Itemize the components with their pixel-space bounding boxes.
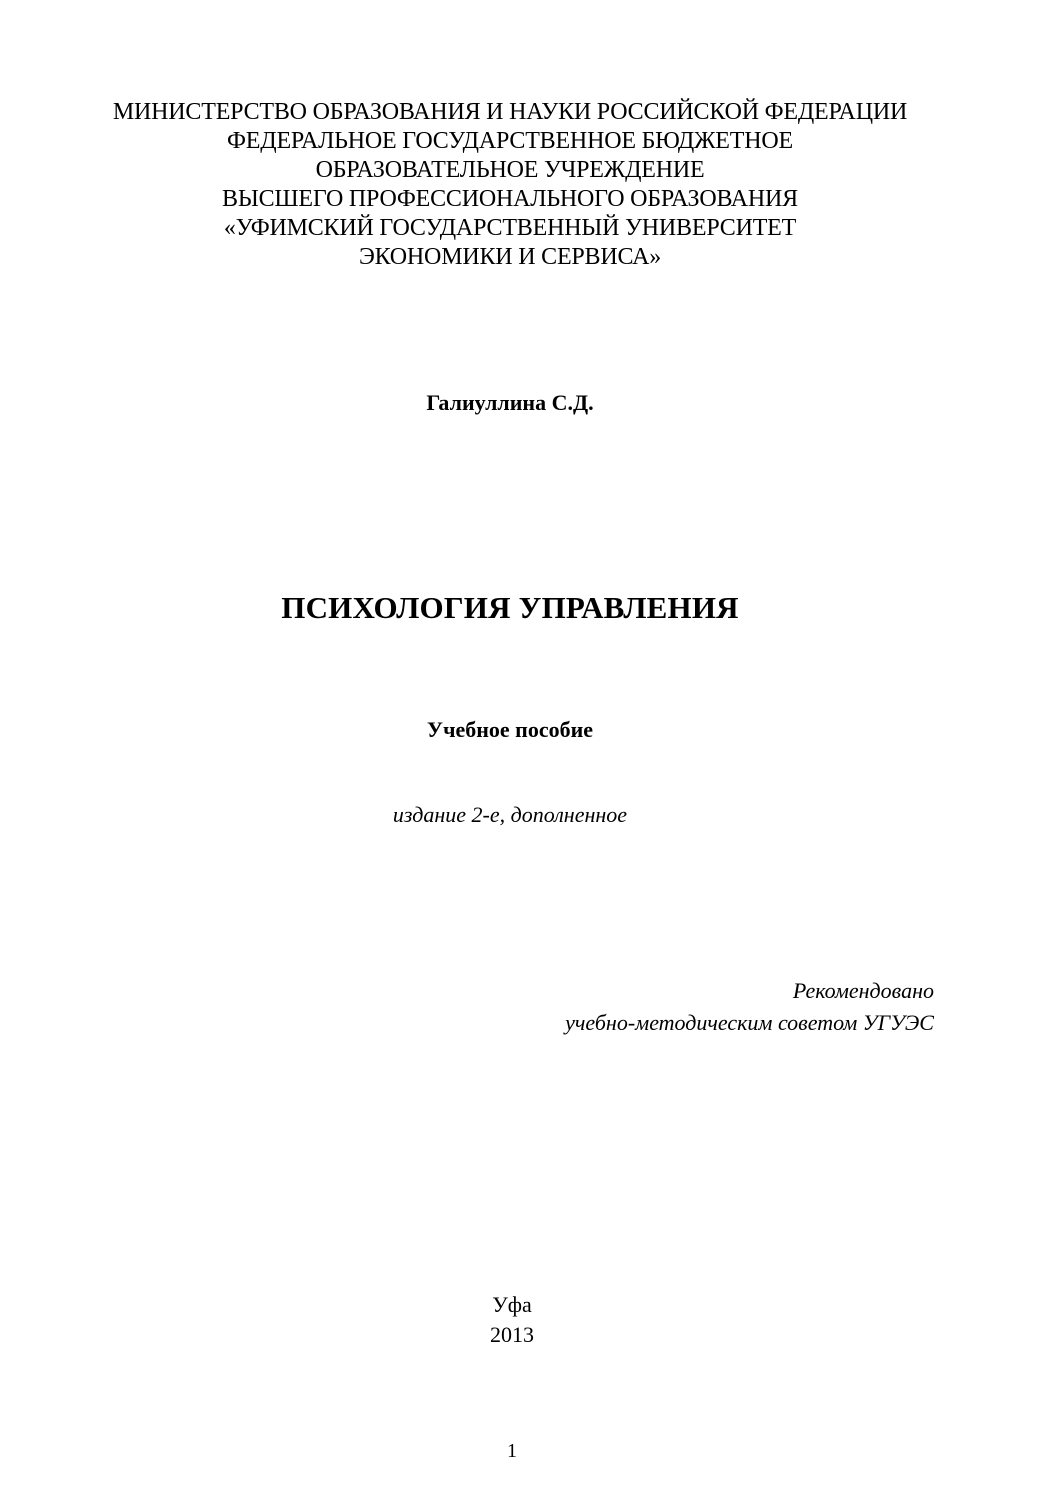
header-line: МИНИСТЕРСТВО ОБРАЗОВАНИЯ И НАУКИ РОССИЙСКОЙ ФЕДЕРАЦИИ — [112, 99, 908, 125]
header-line: ВЫСШЕГО ПРОФЕССИОНАЛЬНОГО ОБРАЗОВАНИЯ — [222, 186, 798, 212]
header-line: ОБРАЗОВАТЕЛЬНОЕ УЧРЕЖДЕНИЕ — [315, 157, 705, 183]
recommendation-line: Рекомендовано — [792, 978, 934, 1003]
document-subtitle: Учебное пособие — [426, 717, 594, 742]
edition-note: издание 2-е, дополненное — [392, 802, 628, 827]
author-name: Галиуллина С.Д. — [426, 390, 594, 415]
header-line: ФЕДЕРАЛЬНОЕ ГОСУДАРСТВЕННОЕ БЮДЖЕТНОЕ — [227, 128, 793, 154]
document-title: ПСИХОЛОГИЯ УПРАВЛЕНИЯ — [281, 590, 739, 625]
publication-place — [0, 1290, 1024, 1350]
institution-header — [0, 98, 1020, 272]
page-number: 1 — [507, 1440, 517, 1462]
header-line: «УФИМСКИЙ ГОСУДАРСТВЕННЫЙ УНИВЕРСИТЕТ — [223, 215, 797, 241]
city: Уфа — [492, 1292, 532, 1317]
header-line: ЭКОНОМИКИ И СЕРВИСА» — [358, 244, 662, 270]
year: 2013 — [490, 1322, 534, 1347]
recommendation-line: учебно-методическим советом УГУЭС — [565, 1010, 934, 1035]
recommendation-block — [434, 975, 934, 1039]
